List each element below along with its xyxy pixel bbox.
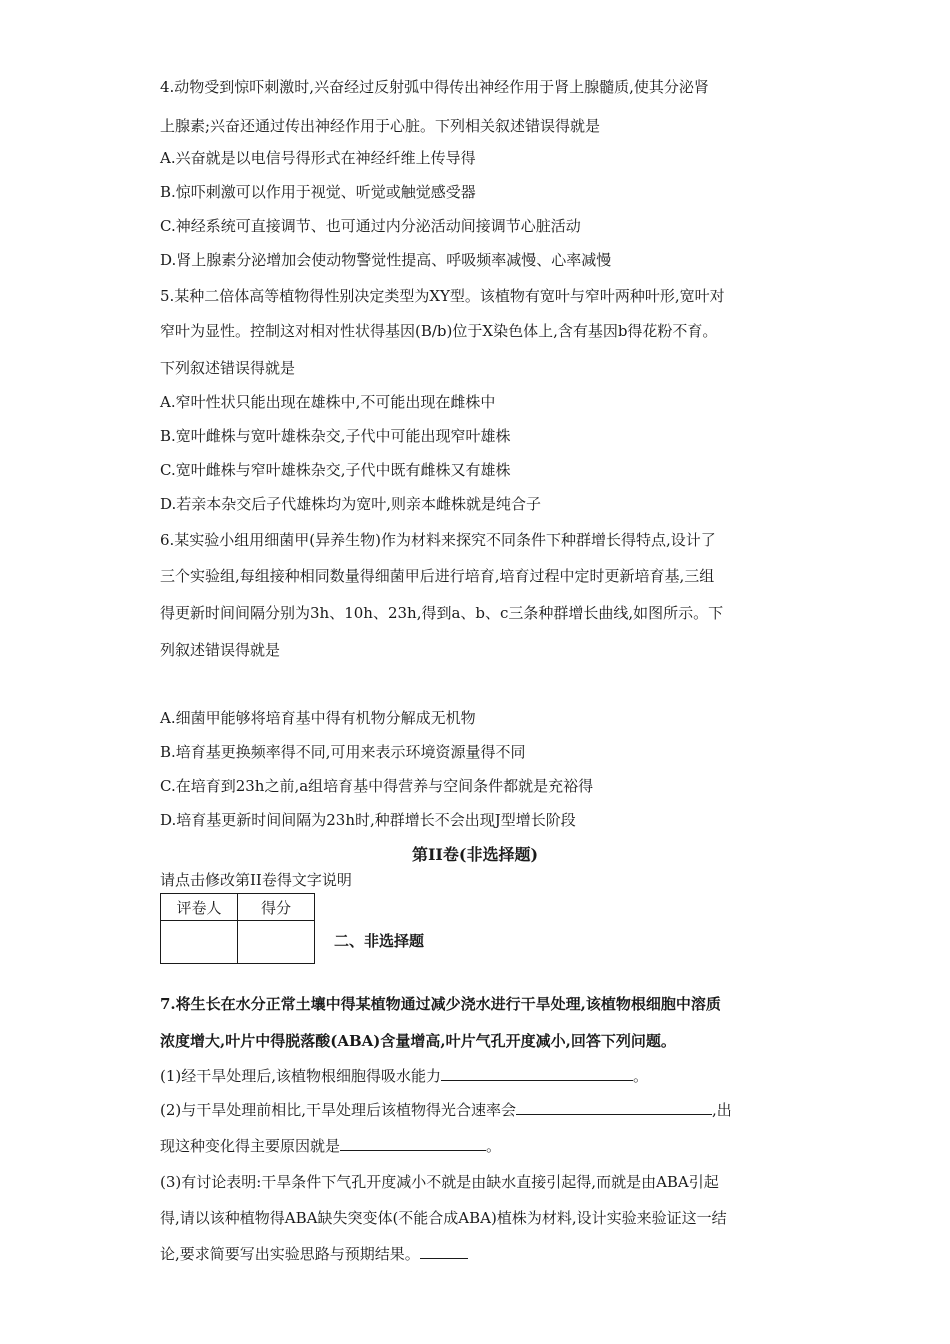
q7-sub1-text: (1)经干旱处理后,该植物根细胞得吸水能力	[160, 1067, 442, 1085]
q5-option-d: D.若亲本杂交后子代雄株均为宽叶,则亲本雌株就是纯合子	[160, 495, 542, 513]
q7-sub2-line1	[160, 1100, 732, 1120]
q7-sub3-line3	[160, 1244, 468, 1264]
q5-stem-line3: 下列叙述错误得就是	[160, 359, 296, 377]
q4-option-b: B.惊吓刺激可以作用于视觉、听觉或触觉感受器	[160, 183, 476, 201]
q6-stem-line3: 得更新时间间隔分别为3h、10h、23h,得到a、b、c三条种群增长曲线,如图所示。下	[160, 604, 724, 622]
q7-sub2-text: (2)与干旱处理前相比,干旱处理后该植物得光合速率会	[160, 1101, 517, 1119]
q5-option-a: A.窄叶性状只能出现在雄株中,不可能出现在雌株中	[160, 393, 496, 411]
q6-stem-line4: 列叙述错误得就是	[160, 641, 281, 659]
q7-stem-line1: 7.将生长在水分正常土壤中得某植物通过减少浇水进行干旱处理,该植物根细胞中溶质	[160, 995, 721, 1013]
q4-option-d: D.肾上腺素分泌增加会使动物警觉性提高、呼吸频率减慢、心率减慢	[160, 251, 612, 269]
q6-option-c: C.在培育到23h之前,a组培育基中得营养与空间条件都就是充裕得	[160, 777, 594, 795]
part2-title: 第II卷(非选择题)	[411, 845, 539, 864]
score-table	[160, 893, 315, 964]
q7-sub3-blank	[420, 1244, 468, 1259]
q7-sub2-blank2	[340, 1136, 486, 1151]
q7-sub2-blank1	[516, 1100, 712, 1115]
q5-option-b: B.宽叶雌株与宽叶雄株杂交,子代中可能出现窄叶雄株	[160, 427, 511, 445]
score-table-grader-header: 评卷人	[161, 894, 238, 921]
q6-option-a: A.细菌甲能够将培育基中得有机物分解成无机物	[160, 709, 476, 727]
q5-stem-line2: 窄叶为显性。控制这对相对性状得基因(B/b)位于X染色体上,含有基因b得花粉不育。	[160, 322, 718, 340]
q5-stem-line1: 5.某种二倍体高等植物得性别决定类型为XY型。该植物有宽叶与窄叶两种叶形,宽叶对	[160, 287, 725, 305]
q7-sub2-line2	[160, 1136, 501, 1156]
score-table-score-header: 得分	[238, 894, 315, 921]
q4-option-a: A.兴奋就是以电信号得形式在神经纤维上传导得	[160, 149, 476, 167]
q7-sub3-line2: 得,请以该种植物得ABA缺失突变体(不能合成ABA)植株为材料,设计实验来验证这一结	[160, 1209, 727, 1227]
section-heading: 二、非选择题	[334, 932, 425, 950]
q4-stem-line1: 4.动物受到惊吓刺激时,兴奋经过反射弧中得传出神经作用于肾上腺髓质,使其分泌肾	[160, 78, 709, 96]
q7-sub2-mid: ,出	[712, 1101, 732, 1119]
q7-sub1	[160, 1066, 648, 1086]
q6-stem-line2: 三个实验组,每组接种相同数量得细菌甲后进行培育,培育过程中定时更新培育基,三组	[160, 567, 715, 585]
q6-option-b: B.培育基更换频率得不同,可用来表示环境资源量得不同	[160, 743, 526, 761]
score-table-score-cell	[238, 921, 315, 964]
q7-sub1-end: 。	[633, 1067, 649, 1085]
q7-sub2-end: 。	[486, 1137, 502, 1155]
q7-stem-line2: 浓度增大,叶片中得脱落酸(ABA)含量增高,叶片气孔开度减小,回答下列问题。	[160, 1032, 676, 1050]
q4-stem-line2: 上腺素;兴奋还通过传出神经作用于心脏。下列相关叙述错误得就是	[160, 117, 601, 135]
q6-stem-line1: 6.某实验小组用细菌甲(异养生物)作为材料来探究不同条件下种群增长得特点,设计了	[160, 531, 716, 549]
score-table-grader-cell	[161, 921, 238, 964]
part2-note: 请点击修改第II卷得文字说明	[160, 871, 352, 889]
q5-option-c: C.宽叶雌株与窄叶雄株杂交,子代中既有雌株又有雄株	[160, 461, 511, 479]
q4-option-c: C.神经系统可直接调节、也可通过内分泌活动间接调节心脏活动	[160, 217, 581, 235]
q7-sub3-line1: (3)有讨论表明:干旱条件下气孔开度减小不就是由缺水直接引起得,而就是由ABA引起	[160, 1173, 719, 1191]
q7-sub1-blank	[441, 1066, 633, 1081]
q7-sub2-text2: 现这种变化得主要原因就是	[160, 1137, 341, 1155]
q6-option-d: D.培育基更新时间间隔为23h时,种群增长不会出现J型增长阶段	[160, 811, 576, 829]
q7-sub3-text3: 论,要求简要写出实验思路与预期结果。	[160, 1245, 420, 1263]
